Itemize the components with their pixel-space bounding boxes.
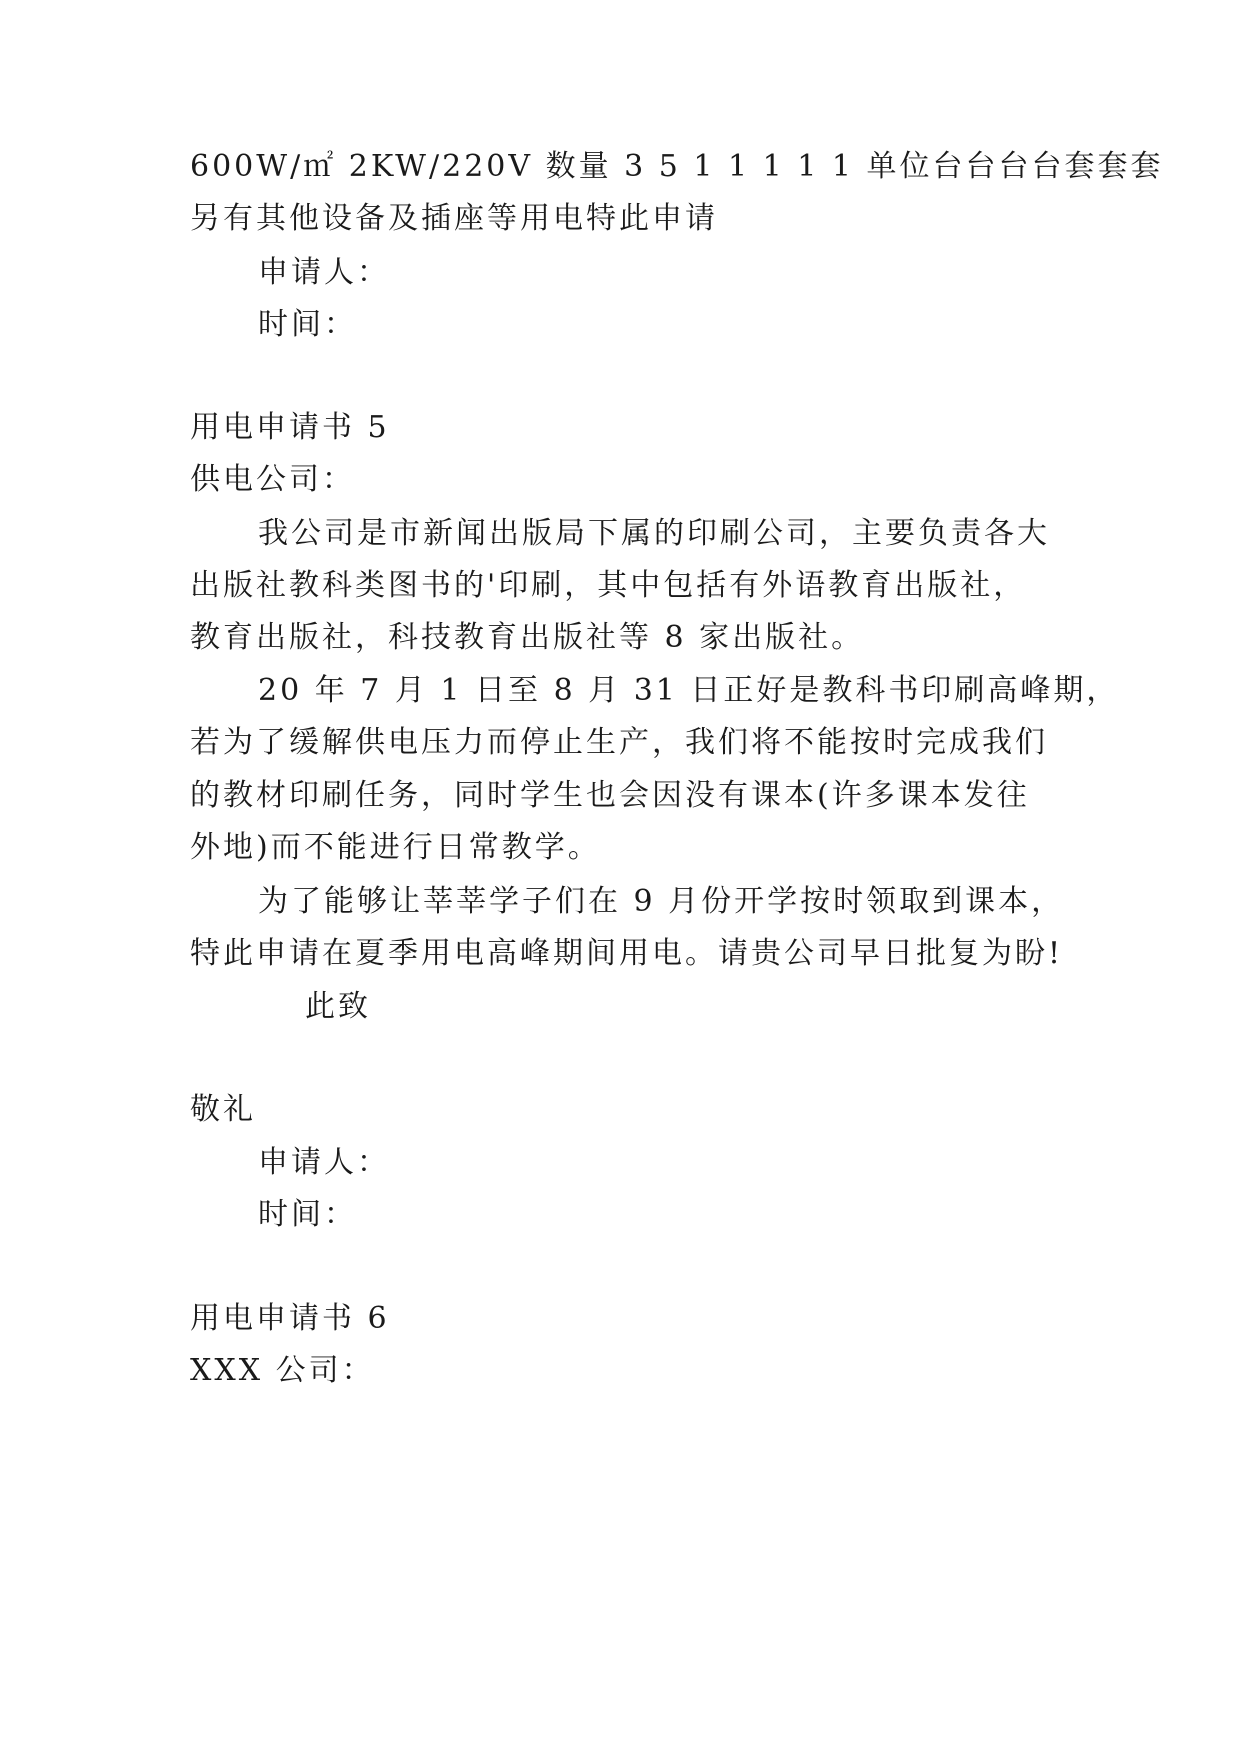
paragraph-line: 若为了缓解供电压力而停止生产，我们将不能按时完成我们 <box>190 725 1048 760</box>
applicant-label: 申请人： <box>258 255 390 290</box>
applicant-label: 申请人： <box>258 1145 390 1180</box>
equipment-spec-line: 600W/㎡ 2KW/220V 数量 3 5 1 1 1 1 1 单位台台台台套套套 <box>190 149 1164 184</box>
paragraph-line: 特此申请在夏季用电高峰期间用电。请贵公司早日批复为盼! <box>190 936 1064 971</box>
paragraph-line: 我公司是市新闻出版局下属的印刷公司，主要负责各大 <box>258 516 1050 551</box>
paragraph-line: 出版社教科类图书的'印刷，其中包括有外语教育出版社， <box>190 568 1027 603</box>
paragraph-line: 的教材印刷任务，同时学生也会因没有课本(许多课本发往 <box>190 778 1030 813</box>
other-equipment-line: 另有其他设备及插座等用电特此申请 <box>190 201 718 236</box>
paragraph-line: 为了能够让莘莘学子们在 9 月份开学按时领取到课本， <box>258 884 1065 919</box>
closing-salutation: 此致 <box>305 989 371 1024</box>
addressee: XXX 公司： <box>190 1353 375 1388</box>
paragraph-line: 外地)而不能进行日常教学。 <box>190 830 601 865</box>
paragraph-line: 20 年 7 月 1 日至 8 月 31 日正好是教科书印刷高峰期， <box>258 673 1120 708</box>
section-title: 用电申请书 5 <box>190 410 390 445</box>
addressee: 供电公司： <box>190 462 355 497</box>
closing-regards: 敬礼 <box>190 1092 256 1127</box>
section-title: 用电申请书 6 <box>190 1301 390 1336</box>
time-label: 时间： <box>258 307 357 342</box>
paragraph-line: 教育出版社，科技教育出版社等 8 家出版社。 <box>190 620 865 655</box>
time-label: 时间： <box>258 1197 357 1232</box>
